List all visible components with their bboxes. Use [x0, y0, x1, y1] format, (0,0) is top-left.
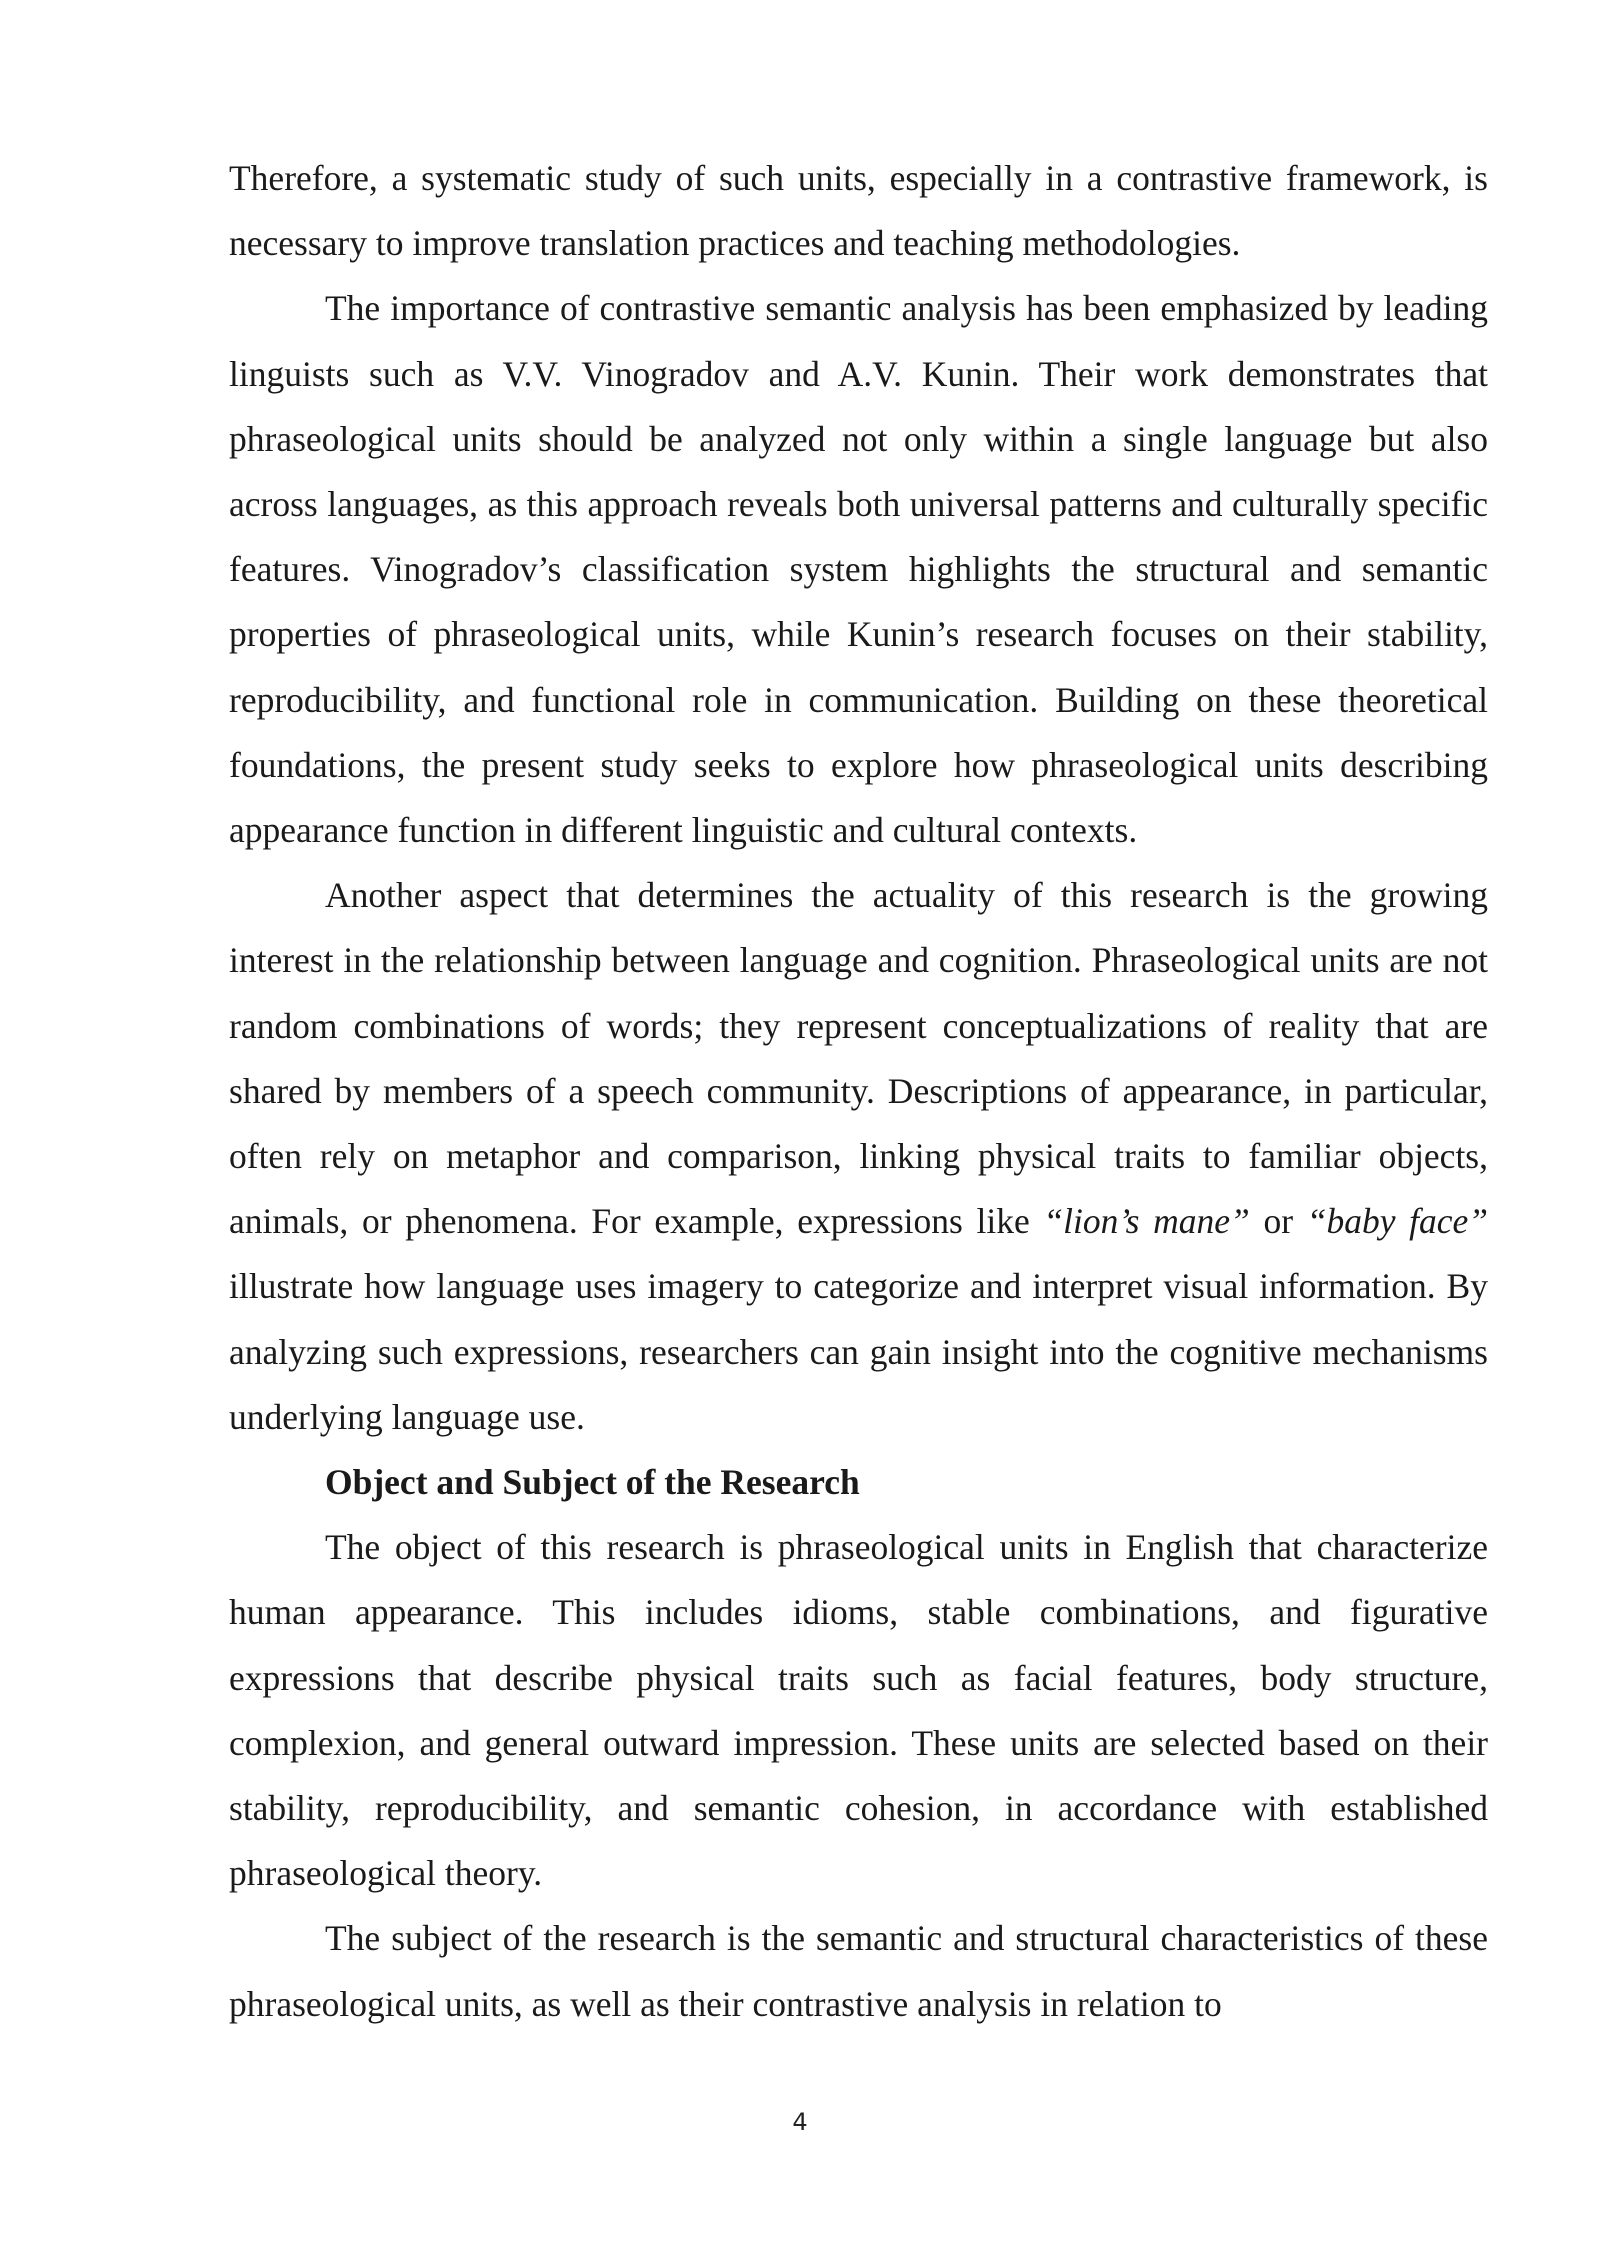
- text-body: [229, 146, 1488, 2037]
- paragraph-actuality-text-1: Another aspect that determines the actuality of this research is the growing interest in the relationship between language and cognition. Phraseological units are not random combinations of words; they represent conceptualizations of reality that are shared by members of a speech community. Descriptions of appearance, in particular, often rely on metaphor and comparison, linking physical traits to familiar objects, animals, or phenomena. For example, expressions like: [229, 875, 1488, 1242]
- paragraph-subject: The subject of the research is the semantic and structural characteristics of these phraseological units, as well as their contrastive analysis in relation to: [229, 1918, 1488, 2024]
- paragraph-actuality-text-2: or: [1249, 1201, 1307, 1242]
- example-lions-mane: “lion’s mane”: [1043, 1201, 1250, 1242]
- paragraph-actuality-text-3: illustrate how language uses imagery to categorize and interpret visual information. By analyzing such expressions, researchers can gain insight into the cognitive mechanisms underlying language use.: [229, 1266, 1488, 1437]
- paragraph-importance: The importance of contrastive semantic analysis has been emphasized by leading linguists such as V.V. Vinogradov and A.V. Kunin. Their work demonstrates that phraseological units should be analyzed not only within a single language but also across languages, as this approach reveals both universal patterns and culturally specific features. Vinogradov’s classification system highlights the structural and semantic properties of phraseological units, while Kunin’s research focuses on their stability, reproducibility, and functional role in communication. Building on these theoretical foundations, the present study seeks to explore how phraseological units describing appearance function in different linguistic and cultural contexts.: [229, 288, 1488, 851]
- paragraph-object: The object of this research is phraseological units in English that characterize human appearance. This includes idioms, stable combinations, and figurative expressions that describe physical traits such as facial features, body structure, complexion, and general outward impression. These units are selected based on their stability, reproducibility, and semantic cohesion, in accordance with established phraseological theory.: [229, 1527, 1488, 1894]
- example-baby-face: “baby face”: [1306, 1201, 1488, 1242]
- paragraph-actuality: [229, 863, 1488, 1450]
- section-heading: Object and Subject of the Research: [325, 1462, 860, 1503]
- page-number: 4: [792, 2108, 808, 2136]
- paragraph-continuation: Therefore, a systematic study of such units, especially in a contrastive framework, is necessary to improve translation practices and teaching methodologies.: [229, 158, 1488, 264]
